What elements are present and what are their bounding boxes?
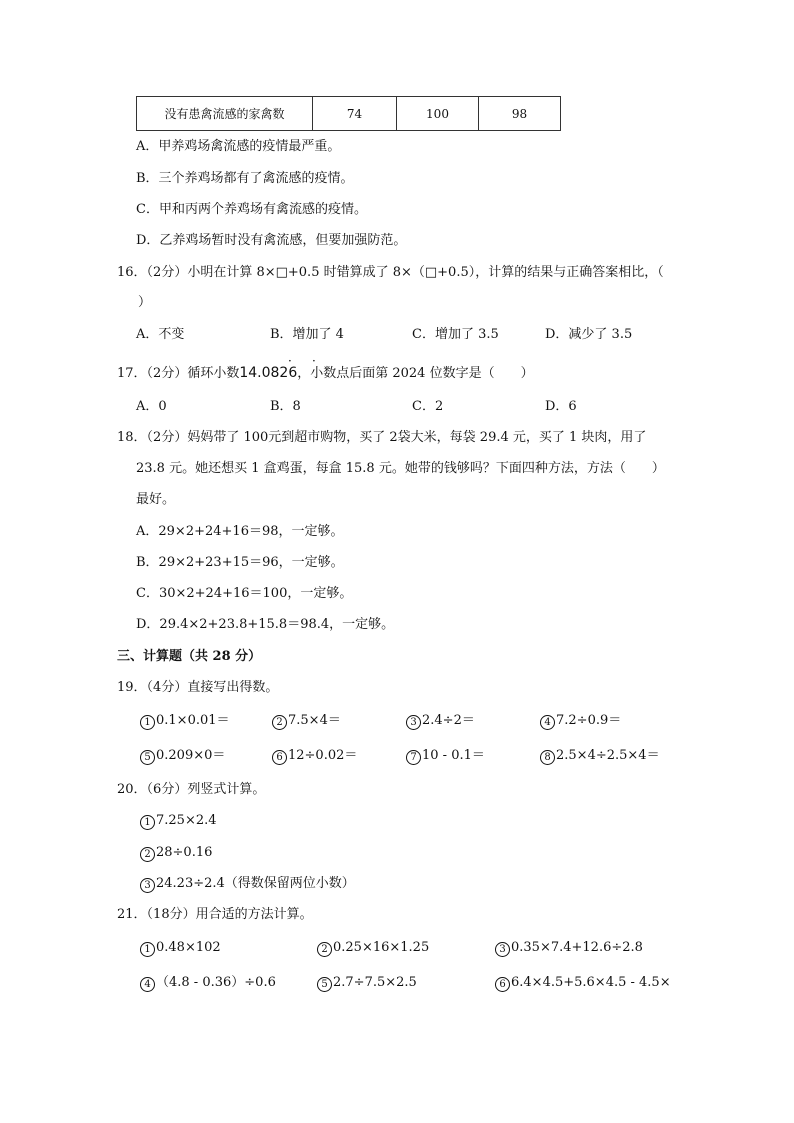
q19-item [272,747,357,765]
q15-option-b: B．三个养鸡场都有了禽流感的疫情。 [136,171,354,186]
q18-option-a: A．29×2+24+16＝98，一定够。 [136,524,344,539]
q20-item-text: 28÷0.16 [156,845,213,860]
q19-item [540,747,660,765]
q17-option-a: A．0 [136,399,167,414]
q21-item-text: 0.48×102 [156,940,221,955]
q21-item [140,939,221,957]
number-marker: 3 [140,878,155,893]
q15-option-c: C．甲和丙两个养鸡场有禽流感的疫情。 [136,202,367,217]
repetend-dot: · [312,354,316,368]
number-marker: 6 [272,750,287,765]
q21-item [317,939,429,957]
number-marker: 8 [540,750,555,765]
q18-option-c: C．30×2+24+16＝100，一定够。 [136,586,353,601]
q15-option-d: D．乙养鸡场暂时没有禽流感，但要加强防范。 [136,233,407,248]
q19-item-text: 0.1×0.01＝ [156,713,230,728]
table-row-label: 没有患禽流感的家禽数 [137,97,313,131]
number-marker: 3 [406,715,421,730]
q17-prefix: 17．（2分）循环小数 [117,366,240,381]
q21-item-text: 0.25×16×1.25 [333,940,430,955]
q20-item-text: 24.23÷2.4（得数保留两位小数） [156,876,355,891]
table-cell: 74 [313,97,397,131]
number-marker: 2 [140,847,155,862]
q20-title: 20．（6分）列竖式计算。 [117,782,266,797]
number-marker: 5 [317,977,332,992]
q18-stem-line2: 23.8 元。她还想买 1 盒鸡蛋，每盒 15.8 元。她带的钱够吗？下面四种方法，方法（ ） [136,461,665,476]
q19-item [540,712,621,730]
q17-option-d: D．6 [545,399,577,414]
number-marker: 1 [140,815,155,830]
number-marker: 6 [495,977,510,992]
poultry-table [136,96,561,131]
q19-item-text: 12÷0.02＝ [288,748,358,763]
q16-option-b: B．增加了 4 [270,327,344,342]
q19-item [406,712,475,730]
q18-option-d: D．29.4×2+23.8+15.8＝98.4，一定够。 [136,617,395,632]
number-marker: 2 [272,715,287,730]
table-cell: 98 [479,97,561,131]
q20-item-text: 7.25×2.4 [156,813,217,828]
table-cell: 100 [397,97,479,131]
q19-item-text: 10 - 0.1＝ [422,748,485,763]
q21-item-text: 2.7÷7.5×2.5 [333,975,417,990]
q19-item-text: 7.5×4＝ [288,713,341,728]
q19-item-text: 7.2÷0.9＝ [556,713,622,728]
q20-item [140,844,212,862]
number-marker: 2 [317,942,332,957]
number-marker: 1 [140,715,155,730]
q21-item [495,974,671,992]
repeating-decimal: 14.0826 [239,365,298,381]
number-marker: 5 [140,750,155,765]
number-marker: 3 [495,942,510,957]
q18-stem-line3: 最好。 [136,492,176,507]
q18-option-b: B．29×2+23+15＝96，一定够。 [136,555,344,570]
q19-item-text: 2.5×4÷2.5×4＝ [556,748,660,763]
q16-option-c: C．增加了 3.5 [412,327,499,342]
q20-item [140,875,355,893]
q19-item [406,747,485,765]
q19-item [272,712,341,730]
repetend-dot: · [288,354,292,368]
q18-stem-line1: 18．（2分）妈妈带了 100元到超市购物，买了 2袋大米，每袋 29.4 元，买了 1 块肉，用了 [117,430,647,445]
q20-item [140,812,217,830]
q21-item [495,939,643,957]
q19-item [140,747,225,765]
number-marker: 4 [140,977,155,992]
q16-option-d: D．减少了 3.5 [545,327,633,342]
q17-stem [117,364,534,383]
q17-option-c: C．2 [412,399,444,414]
number-marker: 4 [540,715,555,730]
number-marker: 1 [140,942,155,957]
table-row [137,97,561,131]
q19-item [140,712,230,730]
q16-option-a: A．不变 [136,327,185,342]
q21-title: 21．（18分）用合适的方法计算。 [117,907,313,922]
section-heading: 三、计算题（共 28 分） [117,649,262,664]
q19-item-text: 0.209×0＝ [156,748,226,763]
q17-option-b: B．8 [270,399,301,414]
q17-suffix: ，小数点后面第 2024 位数字是（ ） [297,366,534,381]
q19-title: 19．（4分）直接写出得数。 [117,680,279,695]
q21-item [140,974,276,992]
q21-item [317,974,417,992]
q21-item-text: 6.4×4.5+5.6×4.5 - 4.5× [511,975,671,990]
q21-item-text: 0.35×7.4+12.6÷2.8 [511,940,643,955]
number-marker: 7 [406,750,421,765]
q15-option-a: A．甲养鸡场禽流感的疫情最严重。 [136,139,341,154]
q16-stem-line2: ） [138,295,152,310]
q21-item-text: （4.8 - 0.36）÷0.6 [156,975,276,990]
q16-stem-line1: 16．（2分）小明在计算 8×□+0.5 时错算成了 8×（□+0.5），计算的结果与正确答案相比，（ [117,265,664,280]
q19-item-text: 2.4÷2＝ [422,713,475,728]
